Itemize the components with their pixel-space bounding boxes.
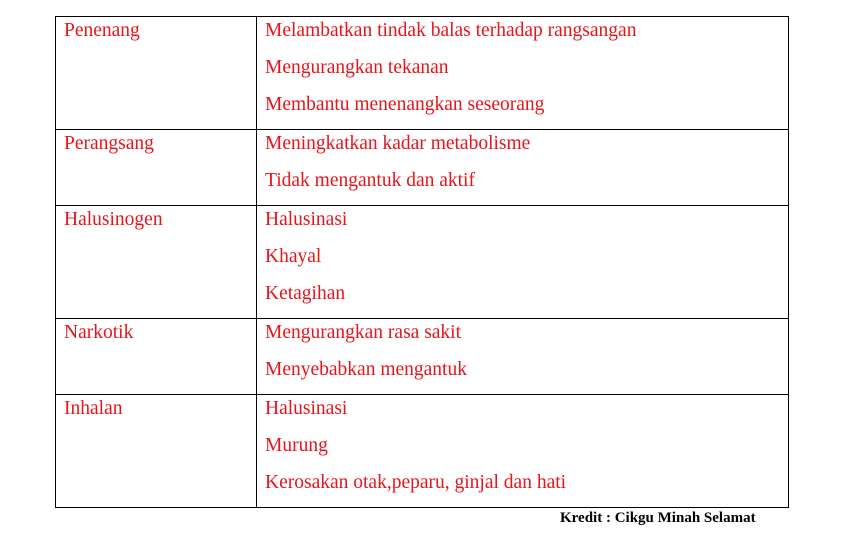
- effects-cell: [257, 17, 789, 130]
- credit-text: Kredit : Cikgu Minah Selamat: [560, 510, 756, 526]
- effect-item: Mengurangkan tekanan: [265, 57, 449, 78]
- category-label: Narkotik: [64, 322, 134, 343]
- category-cell: [56, 17, 257, 130]
- category-cell: [56, 395, 257, 508]
- category-label: Penenang: [64, 20, 140, 41]
- table-row: [56, 206, 789, 319]
- effect-item: Melambatkan tindak balas terhadap rangsangan: [265, 20, 637, 41]
- effect-item: Murung: [265, 435, 328, 456]
- effect-item: Khayal: [265, 246, 322, 267]
- category-cell: [56, 319, 257, 395]
- effects-cell: [257, 130, 789, 206]
- effects-cell: [257, 319, 789, 395]
- category-label: Inhalan: [64, 398, 123, 419]
- table-row: [56, 319, 789, 395]
- effect-item: Menyebabkan mengantuk: [265, 359, 467, 380]
- effects-cell: [257, 395, 789, 508]
- effect-item: Kerosakan otak,peparu, ginjal dan hati: [265, 472, 567, 493]
- category-label: Perangsang: [64, 133, 154, 154]
- category-cell: [56, 206, 257, 319]
- table-row: [56, 395, 789, 508]
- effect-item: Membantu menenangkan seseorang: [265, 94, 545, 115]
- effect-item: Ketagihan: [265, 283, 346, 304]
- drug-effects-table: [55, 16, 789, 508]
- category-cell: [56, 130, 257, 206]
- effect-item: Halusinasi: [265, 398, 348, 419]
- effect-item: Mengurangkan rasa sakit: [265, 322, 462, 343]
- effects-cell: [257, 206, 789, 319]
- table-row: [56, 130, 789, 206]
- category-label: Halusinogen: [64, 209, 163, 230]
- effect-item: Halusinasi: [265, 209, 348, 230]
- effect-item: Tidak mengantuk dan aktif: [265, 170, 475, 191]
- effect-item: Meningkatkan kadar metabolisme: [265, 133, 531, 154]
- table-row: [56, 17, 789, 130]
